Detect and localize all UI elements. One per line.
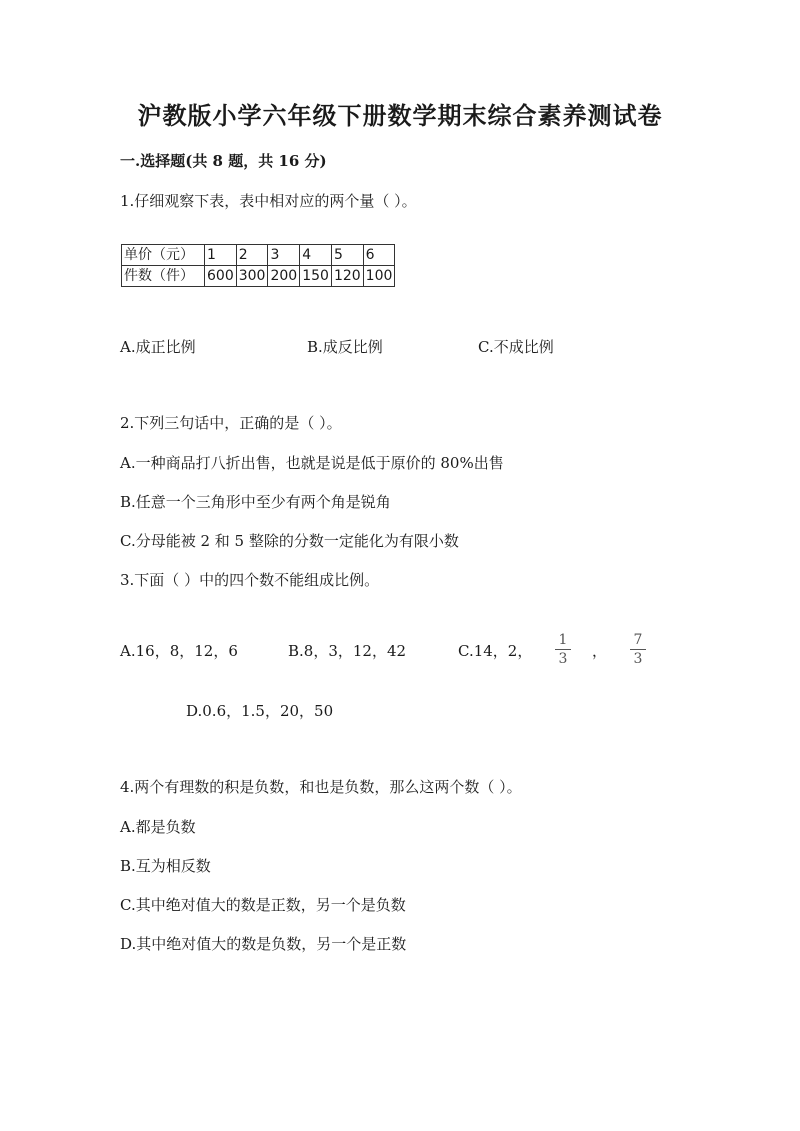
table-cell: 2 (236, 245, 268, 266)
fraction-separator: ， (592, 642, 608, 660)
q3-option-c: C.14，2， (458, 642, 533, 660)
price-quantity-table (121, 244, 395, 287)
table-cell: 150 (300, 266, 332, 287)
question-4-stem: 4.两个有理数的积是负数，和也是负数，那么这两个数（ ）。 (120, 778, 522, 796)
table-cell: 200 (268, 266, 300, 287)
table-cell: 600 (205, 266, 237, 287)
table-cell: 1 (205, 245, 237, 266)
table-row (122, 245, 395, 266)
section-heading: 一.选择题(共 8 题，共 16 分) (120, 152, 327, 170)
q4-option-c: C.其中绝对值大的数是正数，另一个是负数 (120, 896, 406, 914)
table-cell: 100 (363, 266, 395, 287)
q1-option-c: C.不成比例 (478, 338, 554, 356)
q4-option-b: B.互为相反数 (120, 857, 211, 875)
table-cell: 件数（件） (122, 266, 205, 287)
table-cell: 单价（元） (122, 245, 205, 266)
q2-option-c: C.分母能被 2 和 5 整除的分数一定能化为有限小数 (120, 532, 459, 550)
table-row (122, 266, 395, 287)
fraction-bar (555, 649, 571, 650)
table-cell: 300 (236, 266, 268, 287)
question-1-stem: 1.仔细观察下表，表中相对应的两个量（ ）。 (120, 192, 417, 210)
q3-option-a: A.16，8，12，6 (120, 642, 238, 660)
fraction-numerator: 1 (558, 632, 568, 648)
table-cell: 3 (268, 245, 300, 266)
table-cell: 6 (363, 245, 395, 266)
fraction-denominator: 3 (558, 651, 568, 667)
table-cell: 4 (300, 245, 332, 266)
fraction-one-third (555, 632, 571, 667)
q1-option-b: B.成反比例 (307, 338, 383, 356)
fraction-bar (630, 649, 646, 650)
question-3-stem: 3.下面（ ）中的四个数不能组成比例。 (120, 571, 380, 589)
table-cell: 120 (331, 266, 363, 287)
q2-option-a: A.一种商品打八折出售，也就是说是低于原价的 80%出售 (120, 454, 504, 472)
table-cell: 5 (331, 245, 363, 266)
fraction-denominator: 3 (633, 651, 643, 667)
q1-option-a: A.成正比例 (120, 338, 196, 356)
q3-option-d: D.0.6，1.5，20，50 (186, 702, 334, 720)
question-2-stem: 2.下列三句话中，正确的是（ ）。 (120, 414, 342, 432)
q4-option-a: A.都是负数 (120, 818, 196, 836)
q3-option-b: B.8，3，12，42 (288, 642, 407, 660)
fraction-numerator: 7 (633, 632, 643, 648)
q4-option-d: D.其中绝对值大的数是负数，另一个是正数 (120, 935, 407, 953)
fraction-seven-thirds (630, 632, 646, 667)
page-title: 沪教版小学六年级下册数学期末综合素养测试卷 (137, 101, 663, 130)
q2-option-b: B.任意一个三角形中至少有两个角是锐角 (120, 493, 391, 511)
